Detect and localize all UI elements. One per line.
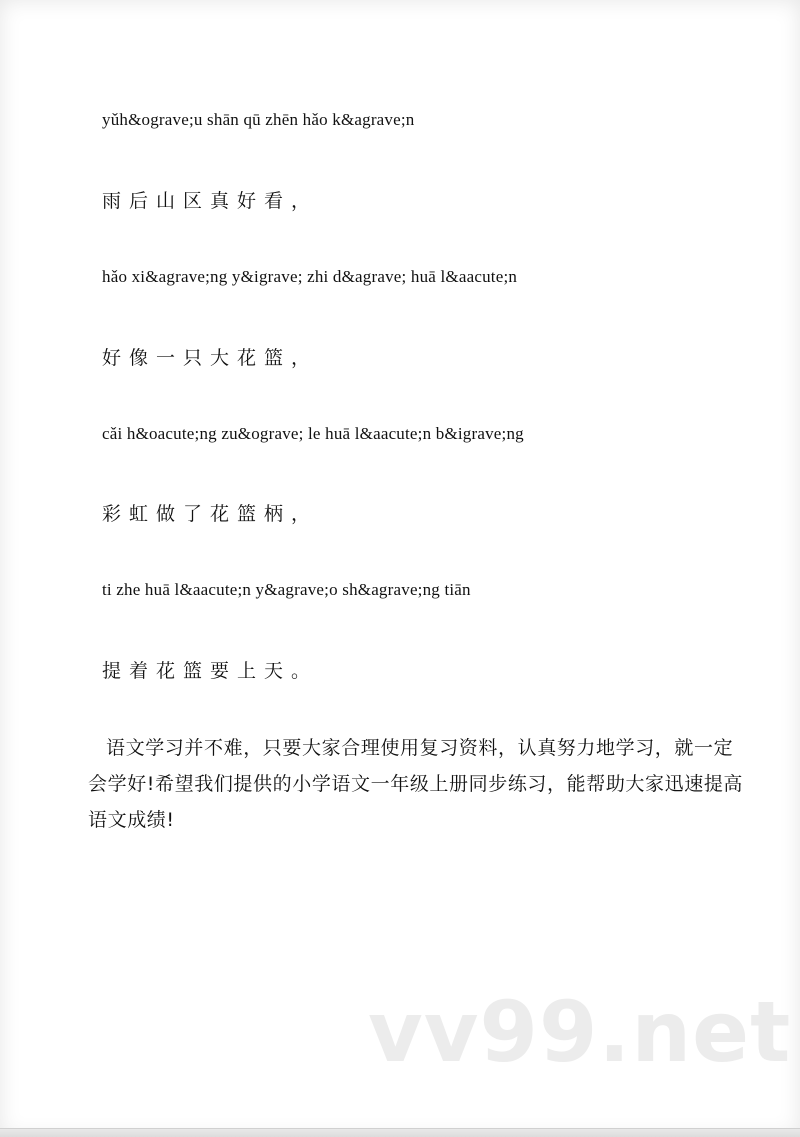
poem-line-3: 彩虹做了花篮柄， bbox=[102, 503, 319, 525]
poem-line-4: 提着花篮要上天。 bbox=[102, 660, 319, 682]
watermark: vv99.net bbox=[368, 983, 792, 1081]
pinyin-line-1: yǔh&ograve;u shān qū zhēn hǎo k&agrave;n bbox=[102, 110, 415, 129]
pinyin-line-3: cǎi h&oacute;ng zu&ograve; le huā l&aacute;n b&igrave;ng bbox=[102, 424, 524, 443]
closing-paragraph bbox=[88, 730, 744, 838]
pinyin-line-4: ti zhe huā l&aacute;n y&agrave;o sh&agrave;ng tiān bbox=[102, 580, 471, 599]
poem-line-2: 好像一只大花篮， bbox=[102, 347, 319, 369]
page-bottom-edge bbox=[0, 1128, 800, 1137]
pinyin-line-2: hǎo xi&agrave;ng y&igrave; zhi d&agrave; huā l&aacute;n bbox=[102, 267, 518, 286]
paragraph-line-3: 语文成绩! bbox=[88, 809, 175, 831]
paragraph-line-2: 会学好!希望我们提供的小学语文一年级上册同步练习，能帮助大家迅速提高 bbox=[88, 773, 744, 795]
poem-line-1: 雨后山区真好看， bbox=[102, 190, 319, 212]
paragraph-line-1: 语文学习并不难，只要大家合理使用复习资料，认真努力地学习，就一定 bbox=[106, 737, 734, 759]
